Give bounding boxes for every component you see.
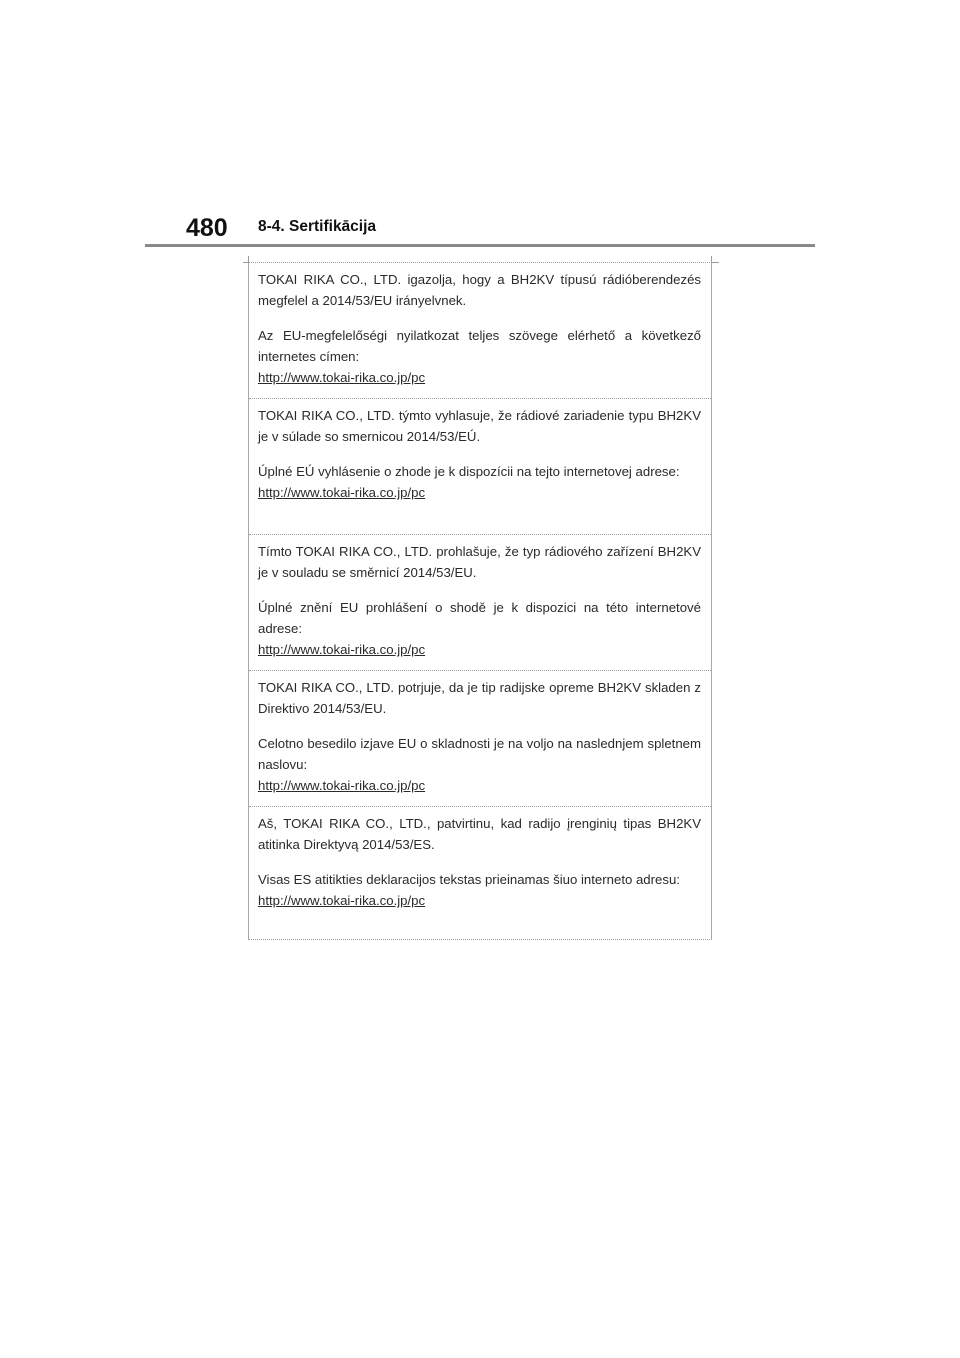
declaration-hungarian bbox=[249, 263, 711, 399]
declaration-url-link[interactable]: http://www.tokai-rika.co.jp/pc bbox=[258, 485, 426, 500]
declaration-statement: Tímto TOKAI RIKA CO., LTD. prohlašuje, že typ rádiového zařízení BH2KV je v souladu se směrnicí 2014/53/EU. bbox=[258, 544, 701, 580]
corner-tick bbox=[711, 256, 712, 263]
declaration-availability: Úplné EÚ vyhlásenie o zhode je k dispozícii na tejto internetovej adrese: bbox=[258, 464, 680, 479]
declaration-box bbox=[248, 262, 712, 940]
declaration-statement: TOKAI RIKA CO., LTD. týmto vyhlasuje, že rádiové zariadenie typu BH2KV je v súlade so smernicou 2014/53/EÚ. bbox=[258, 408, 701, 444]
declaration-url-link[interactable]: http://www.tokai-rika.co.jp/pc bbox=[258, 370, 426, 385]
declaration-slovenian bbox=[249, 671, 711, 807]
header-divider bbox=[145, 244, 815, 247]
declaration-lithuanian bbox=[249, 807, 711, 941]
corner-tick bbox=[248, 256, 249, 263]
declaration-url-link[interactable]: http://www.tokai-rika.co.jp/pc bbox=[258, 778, 426, 793]
declaration-availability: Celotno besedilo izjave EU o skladnosti je na voljo na naslednjem spletnem naslovu: bbox=[258, 736, 701, 772]
declaration-statement: TOKAI RIKA CO., LTD. potrjuje, da je tip radijske opreme BH2KV skladen z Direktivo 2014/53/EU. bbox=[258, 680, 701, 716]
declaration-availability: Visas ES atitikties deklaracijos tekstas prieinamas šiuo interneto adresu: bbox=[258, 872, 680, 887]
declaration-availability: Úplné znění EU prohlášení o shodě je k dispozici na této internetové adrese: bbox=[258, 600, 701, 636]
declaration-czech bbox=[249, 535, 711, 671]
declaration-statement: TOKAI RIKA CO., LTD. igazolja, hogy a BH2KV típusú rádióberendezés megfelel a 2014/53/EU irányelvnek. bbox=[258, 272, 701, 308]
page-number: 480 bbox=[186, 214, 228, 242]
declaration-url-link[interactable]: http://www.tokai-rika.co.jp/pc bbox=[258, 893, 426, 908]
declaration-url-link[interactable]: http://www.tokai-rika.co.jp/pc bbox=[258, 642, 426, 657]
declaration-slovak bbox=[249, 399, 711, 535]
declaration-statement: Aš, TOKAI RIKA CO., LTD., patvirtinu, kad radijo įrenginių tipas BH2KV atitinka Direktyvą 2014/53/ES. bbox=[258, 816, 701, 852]
section-title: 8-4. Sertifikācija bbox=[258, 218, 377, 235]
declaration-availability: Az EU-megfelelőségi nyilatkozat teljes szövege elérhető a következő internetes címen: bbox=[258, 328, 701, 364]
corner-tick bbox=[712, 262, 719, 263]
